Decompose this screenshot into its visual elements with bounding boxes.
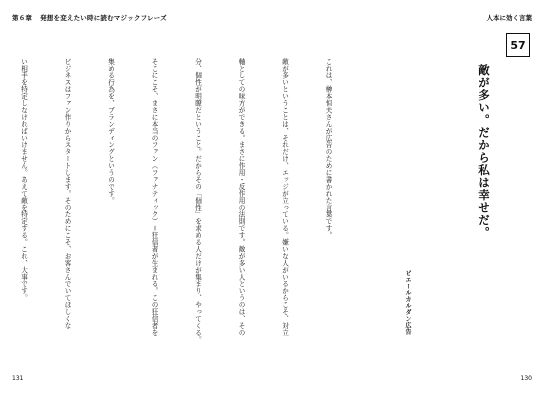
quote-attribution: ピエールカルダン広告 [404,270,411,335]
body-line: ビジネスはファン作りからスタートします。そのためにこそ、お客さんでいてほしくな [63,58,71,330]
body-line: これは、榊本恒夫さんが広告のために書かれた言葉です。 [324,58,332,239]
body-line: 集める行為を、ブランディングというのです。 [106,58,115,204]
body-line: い相手を特定しなければいけません。あえて敵を特定する。これ、大事です。 [19,58,28,302]
body-line: そこにこそ、まさに本当のファン（ファナティック）＝狂信者が生まれる。この狂信者を [150,58,158,336]
chapter-title: 発想を変えたい時に読むマジックフレーズ [40,14,167,22]
chapter-label: 第６章 [12,14,33,22]
entry-number-badge: 57 [506,33,530,57]
body-line: 軸としての味方ができる。まさに作用・反作用の法則です。敵が多い人というのは、その [237,58,245,336]
section-title: 人本に効く言葉 [486,14,532,22]
page-number-right: 130 [520,375,532,382]
chapter-header [12,13,175,22]
headline-quote: 敵が多い。だから私は幸せだ。 [477,64,491,239]
body-text [0,58,364,343]
page-number-left: 131 [12,375,24,382]
body-line: 分、個性が明瞭だということ。だからその「個性」を求める人だけが集まり、やってくる。 [193,58,202,343]
body-line: 敵が多いということは、それだけ、エッジが立っている。嫌いな人がいるからこそ、対立 [280,58,289,336]
